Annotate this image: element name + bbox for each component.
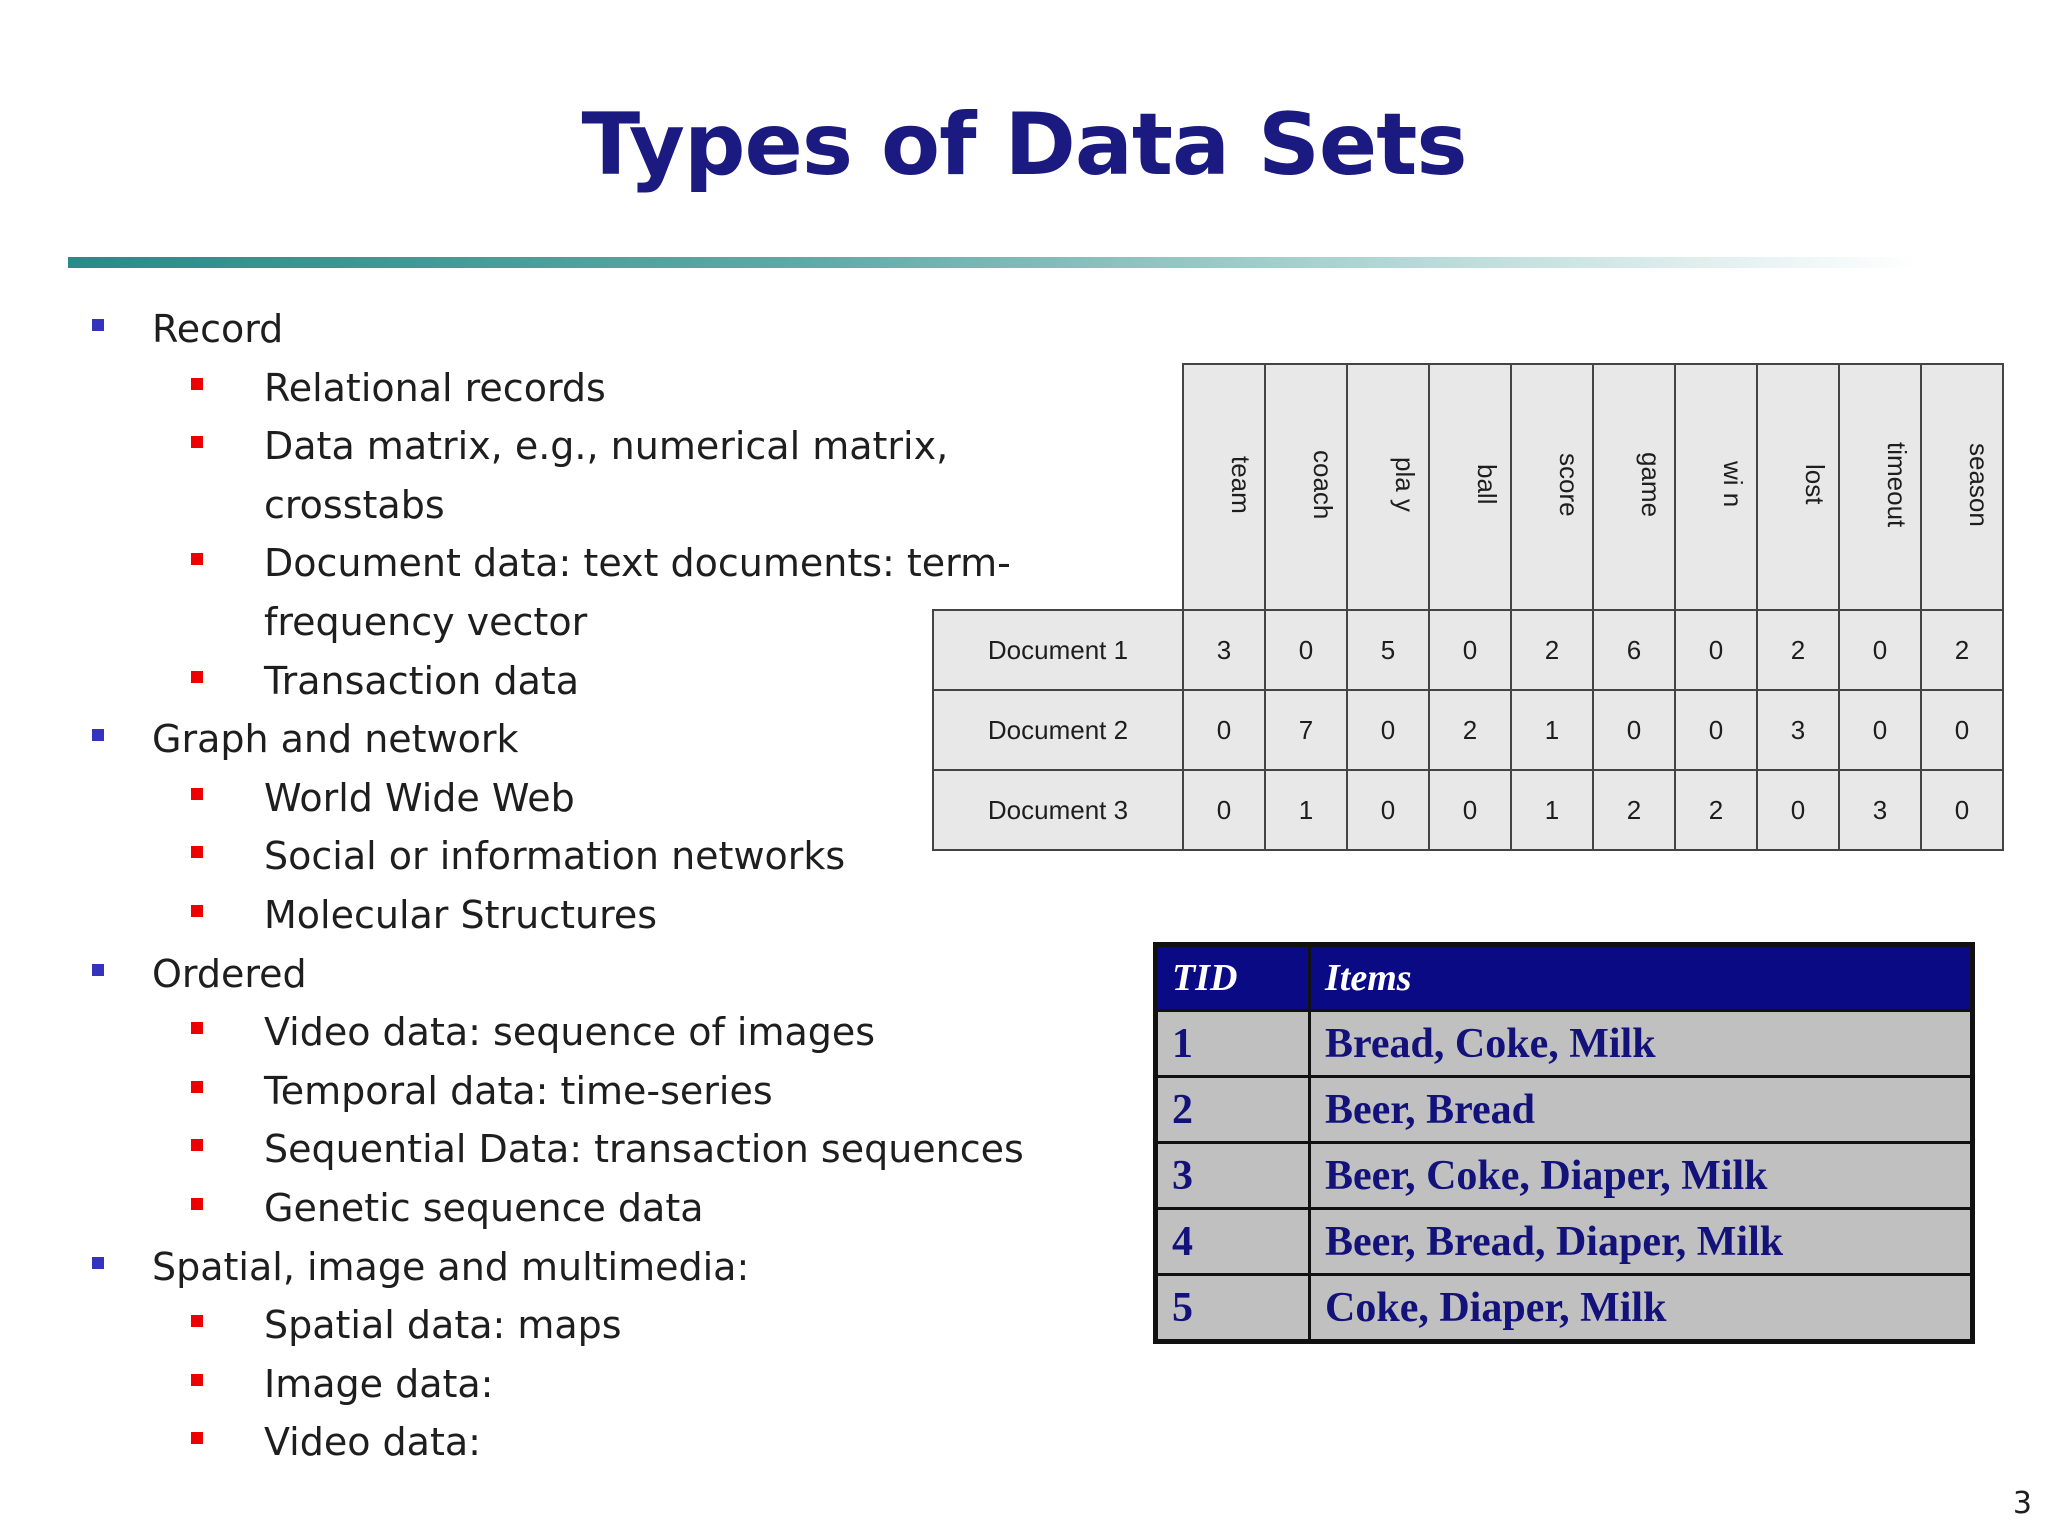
bullet-marker-level2 (191, 1315, 203, 1327)
term-label: team (1226, 455, 1256, 514)
bullet-marker-level2 (191, 1198, 203, 1210)
bullet-text-level2: Spatial data: maps (264, 1303, 622, 1347)
matrix-cell: 0 (1183, 770, 1265, 850)
matrix-cell: 3 (1183, 610, 1265, 690)
matrix-cell: 0 (1593, 690, 1675, 770)
term-label: game (1636, 451, 1666, 518)
bullet-text-level2: Video data: (264, 1420, 481, 1464)
term-header (1347, 364, 1429, 610)
bullet-text-level2: Document data: text documents: term- (264, 541, 1011, 585)
matrix-cell: 0 (1757, 770, 1839, 850)
transaction-row (1156, 1143, 1973, 1209)
term-label: pla y (1390, 457, 1420, 512)
transaction-row (1156, 1011, 1973, 1077)
document-term-matrix (932, 363, 2004, 851)
bullet-marker-level2 (191, 1139, 203, 1151)
term-header (1675, 364, 1757, 610)
matrix-cell: 6 (1593, 610, 1675, 690)
matrix-cell: 1 (1511, 690, 1593, 770)
matrix-cell: 0 (1183, 690, 1265, 770)
term-header (1429, 364, 1511, 610)
transaction-header-row (1156, 945, 1973, 1011)
bullet-marker-level1 (92, 729, 104, 741)
slide-title: Types of Data Sets (581, 95, 1467, 195)
tid-cell: 1 (1156, 1011, 1310, 1077)
bullet-text-level2: World Wide Web (264, 776, 575, 820)
matrix-cell: 2 (1675, 770, 1757, 850)
document-label: Document 1 (933, 610, 1183, 690)
term-label: wi n (1718, 461, 1748, 508)
matrix-cell: 3 (1757, 690, 1839, 770)
matrix-cell: 7 (1265, 690, 1347, 770)
matrix-cell: 2 (1429, 690, 1511, 770)
matrix-row (933, 690, 2003, 770)
matrix-cell: 0 (1429, 610, 1511, 690)
bullet-text-level2: frequency vector (264, 600, 588, 644)
term-label: score (1554, 452, 1584, 517)
items-cell: Beer, Bread (1310, 1077, 1973, 1143)
matrix-corner (933, 364, 1183, 610)
matrix-row (933, 770, 2003, 850)
tid-cell: 4 (1156, 1209, 1310, 1275)
matrix-cell: 0 (1675, 610, 1757, 690)
bullet-text-level2: Relational records (264, 366, 606, 410)
bullet-text-level2: crosstabs (264, 483, 445, 527)
bullet-marker-level2 (191, 1022, 203, 1034)
matrix-cell: 0 (1429, 770, 1511, 850)
bullet-text-level2: Data matrix, e.g., numerical matrix, (264, 424, 949, 468)
title-divider (68, 257, 1918, 268)
bullet-marker-level1 (92, 1257, 104, 1269)
bullet-marker-level2 (191, 788, 203, 800)
items-cell: Beer, Coke, Diaper, Milk (1310, 1143, 1973, 1209)
tid-cell: 3 (1156, 1143, 1310, 1209)
matrix-cell: 0 (1675, 690, 1757, 770)
transaction-table (1153, 942, 1975, 1344)
document-label: Document 2 (933, 690, 1183, 770)
term-header (1511, 364, 1593, 610)
term-label: ball (1472, 464, 1502, 505)
matrix-cell: 0 (1839, 610, 1921, 690)
matrix-cell: 0 (1921, 770, 2003, 850)
transaction-row (1156, 1275, 1973, 1342)
term-header (1183, 364, 1265, 610)
term-header (1757, 364, 1839, 610)
matrix-cell: 2 (1757, 610, 1839, 690)
matrix-cell: 2 (1511, 610, 1593, 690)
bullet-text-level2: Temporal data: time-series (264, 1069, 773, 1113)
term-label: season (1964, 442, 1994, 527)
bullet-marker-level1 (92, 319, 104, 331)
bullet-text-level2: Image data: (264, 1362, 494, 1406)
term-header (1921, 364, 2003, 610)
bullet-marker-level2 (191, 436, 203, 448)
matrix-cell: 3 (1839, 770, 1921, 850)
bullet-marker-level2 (191, 553, 203, 565)
page-number: 3 (2012, 1486, 2032, 1521)
bullet-text-level2: Social or information networks (264, 834, 846, 878)
bullet-marker-level1 (92, 964, 104, 976)
term-header (1593, 364, 1675, 610)
items-cell: Coke, Diaper, Milk (1310, 1275, 1973, 1342)
tid-cell: 2 (1156, 1077, 1310, 1143)
bullet-text-level1: Spatial, image and multimedia: (152, 1245, 750, 1289)
bullet-text-level1: Record (152, 307, 284, 351)
matrix-cell: 2 (1593, 770, 1675, 850)
bullet-text-level2: Molecular Structures (264, 893, 658, 937)
bullet-text-level2: Sequential Data: transaction sequences (264, 1127, 1024, 1171)
term-label: timeout (1882, 441, 1912, 528)
tid-cell: 5 (1156, 1275, 1310, 1342)
matrix-cell: 0 (1265, 610, 1347, 690)
matrix-cell: 0 (1839, 690, 1921, 770)
bullet-marker-level2 (191, 671, 203, 683)
bullet-text-level2: Genetic sequence data (264, 1186, 704, 1230)
bullet-text-level1: Graph and network (152, 717, 519, 761)
matrix-cell: 0 (1921, 690, 2003, 770)
matrix-cell: 1 (1511, 770, 1593, 850)
bullet-marker-level2 (191, 378, 203, 390)
bullet-marker-level2 (191, 905, 203, 917)
matrix-row (933, 610, 2003, 690)
bullet-marker-level2 (191, 846, 203, 858)
bullet-marker-level2 (191, 1432, 203, 1444)
term-header (1265, 364, 1347, 610)
tid-header: TID (1156, 945, 1310, 1011)
document-label: Document 3 (933, 770, 1183, 850)
term-label: lost (1800, 464, 1830, 505)
term-label: coach (1308, 449, 1338, 520)
transaction-row (1156, 1209, 1973, 1275)
items-header: Items (1310, 945, 1973, 1011)
items-cell: Beer, Bread, Diaper, Milk (1310, 1209, 1973, 1275)
term-header (1839, 364, 1921, 610)
bullet-marker-level2 (191, 1374, 203, 1386)
matrix-cell: 0 (1347, 690, 1429, 770)
matrix-cell: 2 (1921, 610, 2003, 690)
items-cell: Bread, Coke, Milk (1310, 1011, 1973, 1077)
bullet-text-level2: Transaction data (264, 659, 580, 703)
matrix-cell: 5 (1347, 610, 1429, 690)
bullet-text-level2: Video data: sequence of images (264, 1010, 876, 1054)
bullet-text-level1: Ordered (152, 952, 307, 996)
matrix-cell: 1 (1265, 770, 1347, 850)
transaction-row (1156, 1077, 1973, 1143)
matrix-cell: 0 (1347, 770, 1429, 850)
bullet-marker-level2 (191, 1081, 203, 1093)
